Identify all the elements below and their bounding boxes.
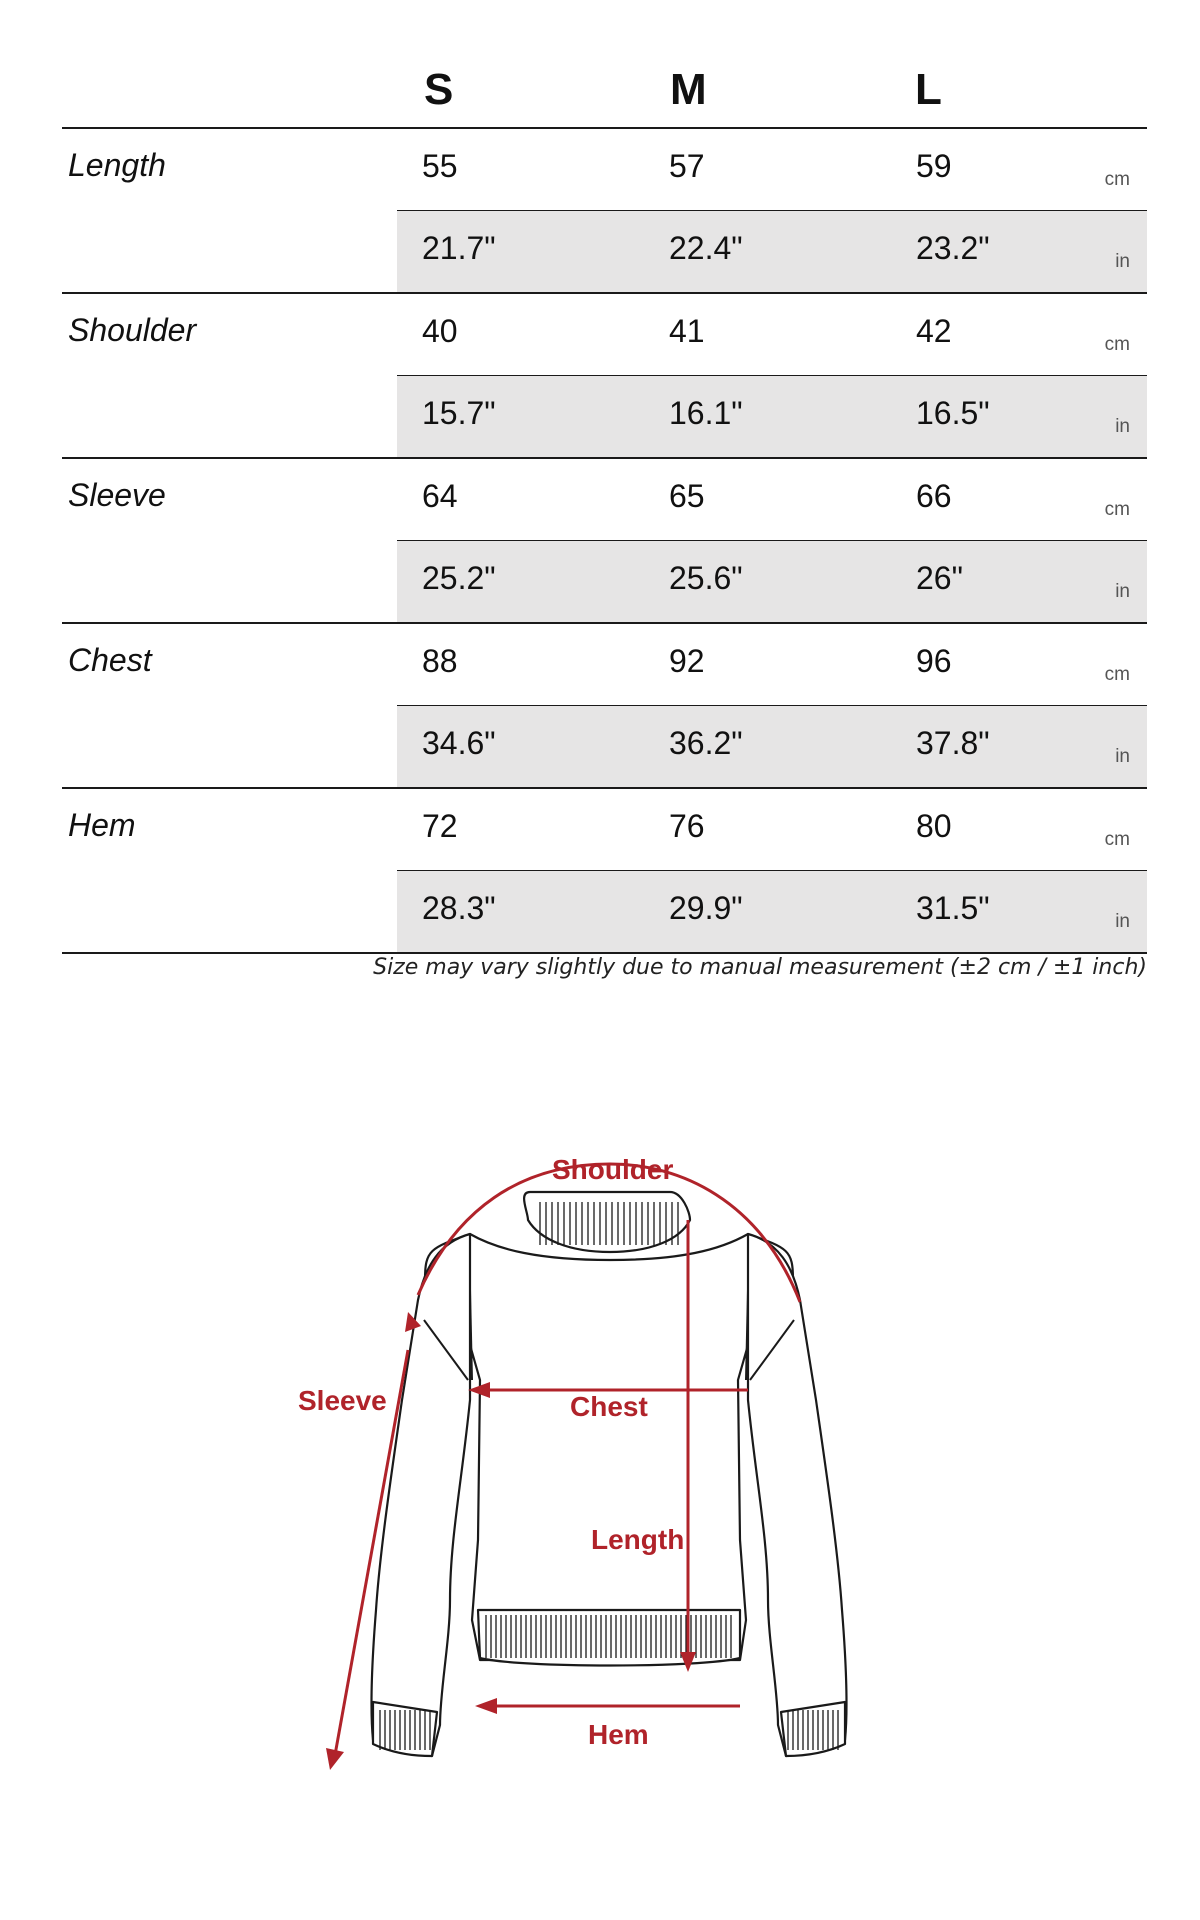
measure-name: Chest	[68, 642, 152, 678]
measure-value-s: 34.6"	[422, 725, 496, 761]
measure-value-s: 25.2"	[422, 560, 496, 596]
measure-value-s: 64	[422, 478, 458, 514]
size-heading-s: S	[424, 65, 454, 114]
measure-row-cm	[397, 294, 1147, 377]
measure-value-m: 76	[669, 808, 705, 844]
length-label: Length	[591, 1524, 685, 1555]
unit-label-cm: cm	[1104, 334, 1130, 355]
measure-value-s: 15.7"	[422, 395, 496, 431]
measure-row-cm	[397, 129, 1147, 212]
measure-row-in	[397, 541, 1147, 622]
measure-name: Hem	[68, 807, 136, 843]
unit-label-cm: cm	[1104, 829, 1130, 850]
measure-row-cm	[397, 624, 1147, 707]
measure-value-l: 37.8"	[916, 725, 990, 761]
measure-value-s: 72	[422, 808, 458, 844]
measure-value-l: 26"	[916, 560, 963, 596]
measure-value-l: 66	[916, 478, 952, 514]
measure-name: Length	[68, 147, 166, 183]
unit-label-in: in	[1115, 416, 1130, 437]
measure-section-chest	[62, 624, 1147, 789]
measure-section-length	[62, 129, 1147, 294]
measure-row-in	[397, 211, 1147, 292]
measure-value-s: 88	[422, 643, 458, 679]
measure-row-in	[397, 706, 1147, 787]
measure-value-l: 31.5"	[916, 890, 990, 926]
measure-value-m: 92	[669, 643, 705, 679]
measure-section-hem	[62, 789, 1147, 954]
unit-label-in: in	[1115, 251, 1130, 272]
size-heading-m: M	[670, 65, 707, 114]
measure-row-cm	[397, 789, 1147, 872]
hem-label: Hem	[588, 1719, 649, 1750]
measure-value-s: 21.7"	[422, 230, 496, 266]
sleeve-label: Sleeve	[298, 1385, 387, 1416]
measure-value-l: 23.2"	[916, 230, 990, 266]
measure-name: Shoulder	[68, 312, 197, 348]
measure-value-m: 36.2"	[669, 725, 743, 761]
measure-value-l: 42	[916, 313, 952, 349]
measure-value-l: 59	[916, 148, 952, 184]
measure-value-m: 16.1"	[669, 395, 743, 431]
measure-row-cm	[397, 459, 1147, 542]
measure-value-m: 65	[669, 478, 705, 514]
measure-section-sleeve	[62, 459, 1147, 624]
unit-label-cm: cm	[1104, 499, 1130, 520]
sweater-outline	[372, 1192, 847, 1756]
measure-value-l: 96	[916, 643, 952, 679]
measure-value-m: 22.4"	[669, 230, 743, 266]
measure-value-s: 28.3"	[422, 890, 496, 926]
measure-section-shoulder	[62, 294, 1147, 459]
unit-label-cm: cm	[1104, 664, 1130, 685]
unit-label-in: in	[1115, 746, 1130, 767]
measure-value-l: 16.5"	[916, 395, 990, 431]
measure-value-m: 41	[669, 313, 705, 349]
measure-value-l: 80	[916, 808, 952, 844]
unit-label-in: in	[1115, 911, 1130, 932]
measure-value-s: 55	[422, 148, 458, 184]
shoulder-label: Shoulder	[552, 1154, 674, 1185]
measure-name: Sleeve	[68, 477, 166, 513]
size-heading-l: L	[915, 65, 942, 114]
measure-value-m: 29.9"	[669, 890, 743, 926]
measure-value-s: 40	[422, 313, 458, 349]
unit-label-in: in	[1115, 581, 1130, 602]
measure-row-in	[397, 376, 1147, 457]
measure-value-m: 25.6"	[669, 560, 743, 596]
size-chart-table	[62, 0, 1147, 954]
sweater-diagram	[0, 1080, 1200, 1840]
measurement-note: Size may vary slightly due to manual measurement (±2 cm / ±1 inch)	[373, 955, 1147, 980]
chest-label: Chest	[570, 1391, 648, 1422]
measure-value-m: 57	[669, 148, 705, 184]
size-header-row	[62, 0, 1147, 129]
unit-label-cm: cm	[1104, 169, 1130, 190]
measure-row-in	[397, 871, 1147, 952]
